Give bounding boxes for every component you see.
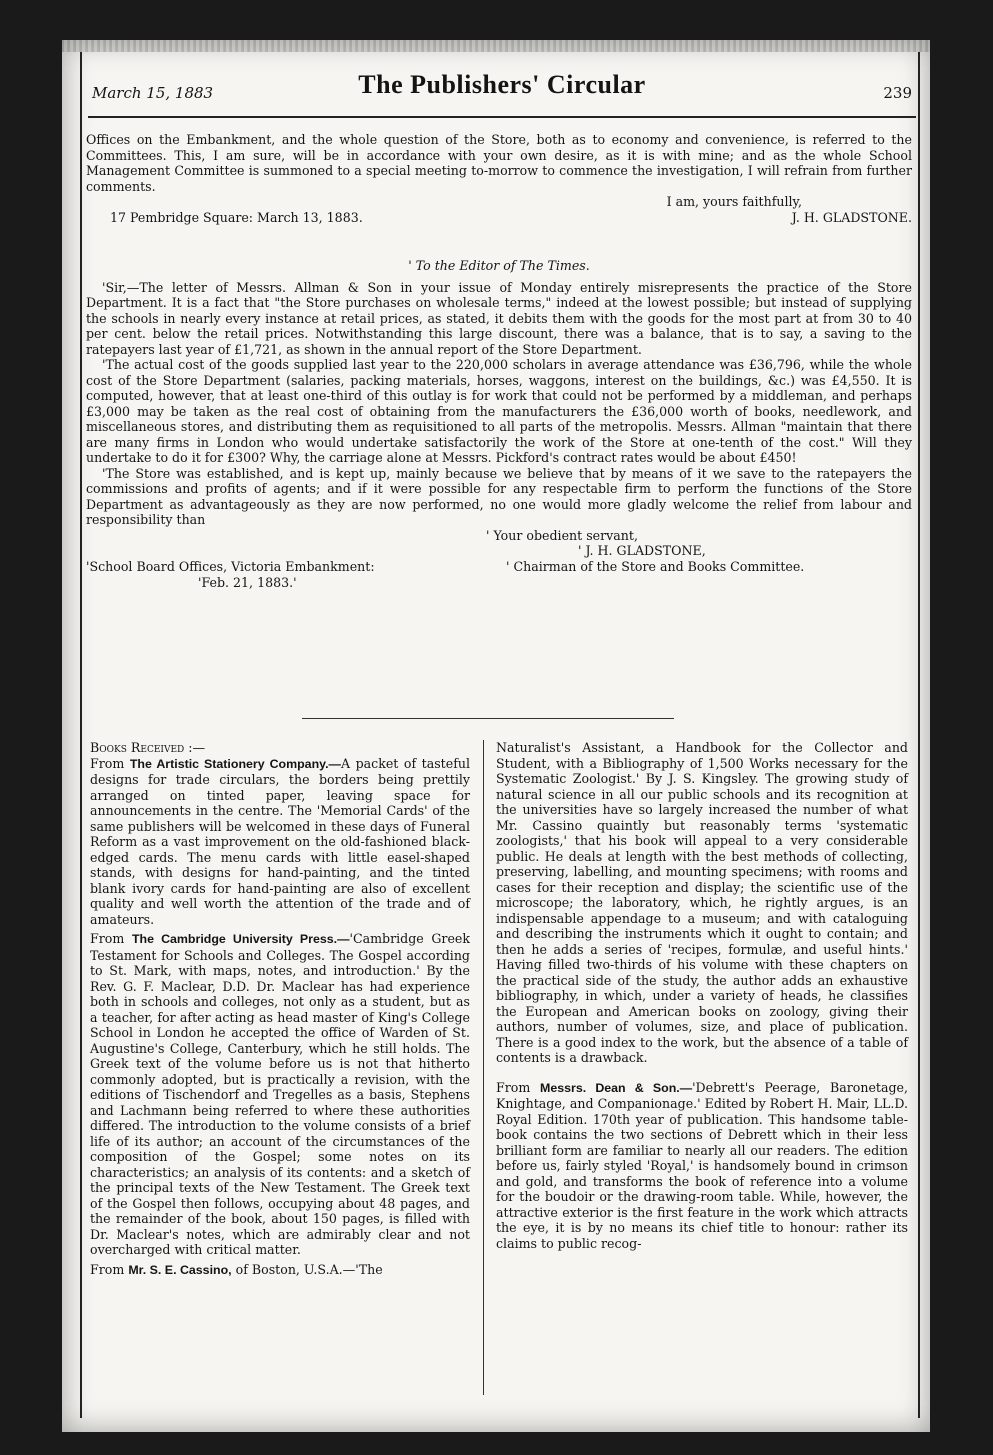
entry-from: From	[90, 1261, 125, 1277]
book-entry-dean	[496, 1080, 908, 1252]
newspaper-page	[62, 40, 930, 1432]
section-divider	[302, 718, 674, 719]
letter-two-heading: ' To the Editor of The Times.	[408, 258, 590, 273]
letter-two-title: ' Chairman of the Store and Books Committee.	[506, 558, 805, 574]
publisher-name: The Cambridge University Press.—	[131, 932, 350, 946]
letter-one	[86, 132, 912, 226]
entry-text: 'Debrett's Peerage, Baronetage, Knightage, and Companionage.' Edited by Robert H. Mair, LL.D. Royal Edition. 170th year of publication. This handsome table-book contains the two sections of Debrett which in their less brilliant form are familiar to nearly all our readers. The edition before us, fairly styled 'Royal,' is handsomely bound in crimson and gold, and transforms the book of reference into a volume for the boudoir or the drawing-room table. While, however, the attractive exterior is the first feature in the work which attracts the eye, it is by no means its chief title to honour: rather its claims to public recog-	[496, 1079, 908, 1251]
letter-two-office: 'School Board Offices, Victoria Embankment:	[86, 558, 375, 574]
entry-text: A packet of tasteful designs for trade circulars, the borders being prettily arranged on tinted paper, leaving space for announcements in the centre. The 'Memorial Cards' of the same publishers will be welcomed in these days of Funeral Reform as a vast improvement on the old-fashioned black-edged cards. The menu cards with little easel-shaped stands, with designs for hand-painting, and the tinted blank ivory cards for hand-painting are also of excellent quality and well worth the attention of the trade and of amateurs.	[90, 755, 470, 927]
page-number: 239	[883, 84, 912, 102]
book-entry-cassino-continued: Naturalist's Assistant, a Handbook for the Collector and Student, with a Bibliography of 1,500 Works necessary for the Systematic Zoologist.' By J. S. Kingsley. The growing study of natural science in all our public schools and its recognition at the universities have so largely increased the number of what Mr. Cassino quaintly but reasonably terms 'systematic zoologists,' that his book will appeal to a very considerable public. He deals at length with the best methods of collecting, preserving, labelling, and mounting specimens; with rooms and cases for their reception and display; the scientific use of the microscope; the laboratory, which, he rightly argues, is an indispensable appendage to a museum; and with cataloguing and describing the instruments which it ought to contain; and then he adds a series of 'recipes, formulæ, and useful hints.' Having filled two-thirds of his volume with these chapters on the practical side of the study, the author adds an exhaustive bibliography, in which, under a variety of heads, he classifies the European and American books on zoology, giving their authors, number of volumes, size, and place of publication. There is a good index to the work, but the absence of a table of contents is a drawback.	[496, 740, 908, 1065]
letter-two-paragraph-2: 'The actual cost of the goods supplied last year to the 220,000 scholars in average attendance was £36,796, while the whole cost of the Store Department (salaries, packing materials, horses, waggons, interest on the buildings, &c.) was £4,550. It is computed, however, that at least one-third of this outlay is for work that could not be performed by a middleman, and perhaps £3,000 may be taken as the real cost of obtaining from the manufacturers the £36,000 worth of books, needlework, and miscellaneous stores, and distributing them as requisitioned to all parts of the metropolis. Messrs. Allman "maintain that there are many firms in London who would undertake satisfactorily the work of the Store at one-tenth of the cost." Will they undertake to do it for £300? Why, the carriage alone at Messrs. Pickford's contract rates would be about £450!	[86, 357, 912, 465]
letter-one-address-row	[86, 210, 912, 226]
entry-from: From	[90, 931, 125, 946]
page-header	[88, 70, 916, 118]
letter-one-closing: I am, yours faithfully,	[666, 194, 802, 209]
header-date: March 15, 1883	[92, 84, 214, 102]
letter-two-office-row	[86, 559, 912, 575]
entry-text: of Boston, U.S.A.—'The	[235, 1261, 383, 1277]
column-divider	[483, 740, 484, 1395]
letter-one-address: 17 Pembridge Square: March 13, 1883.	[110, 209, 363, 225]
entry-text: 'Cambridge Greek Testament for Schools and Colleges. The Gospel according to St. Mark, with maps, notes, and introduction.' By the Rev. G. F. Maclear, D.D. Dr. Maclear has had experience both in schools and colleges, not only as a student, but as a teacher, for after acting as head master of King's College School in London he accepted the office of Warden of St. Augustine's College, Canterbury, which he still holds. The Greek text of the volume before us is not that hitherto commonly adopted, but is practically a revision, with the editions of Tischendorf and Tregelles as a basis, Stephens and Lachmann being referred to where these authorities differed. The introduction to the volume consists of a brief life of its author; an account of the circumstances of the composition of the Gospel; some notes on its characteristics; an analysis of its contents: and a sketch of the principal texts of the New Testament. The Greek text of the Gospel then follows, occupying about 48 pages, and the remainder of the book, about 150 pages, is filled with Dr. Maclear's notes, which are admirably clear and not overcharged with critical matter.	[90, 931, 470, 1257]
letter-two-paragraph-3: 'The Store was established, and is kept up, mainly because we believe that by means of it we save to the ratepayers the commissions and profits of agents; and if it were possible for any respectable firm to perform the functions of the Store Department as advantageously as they are now performed, no one would more gladly welcome the relief from labour and responsibility than	[86, 465, 912, 527]
publisher-name: Mr. S. E. Cassino,	[128, 1262, 232, 1277]
book-entry-artistic	[90, 756, 470, 928]
books-left-column	[90, 740, 470, 1278]
publisher-name: Messrs. Dean & Son.—	[540, 1080, 693, 1095]
entry-from: From	[496, 1079, 531, 1095]
letter-one-paragraph: Offices on the Embankment, and the whole question of the Store, both as to economy and convenience, is referred to the Committees. This, I am sure, will be in accordance with your own desire, as it is with mine; and as the whole School Management Committee is summoned to a special meeting to-morrow to commence the investigation, I will refrain from further comments.	[86, 132, 912, 194]
book-entry-cambridge	[90, 931, 470, 1258]
letter-two-closing: ' Your obedient servant,	[486, 527, 638, 543]
scan-noise	[62, 40, 930, 52]
letter-two	[86, 258, 912, 590]
publication-title: The Publishers' Circular	[358, 70, 646, 99]
letter-one-signature: J. H. GLADSTONE.	[791, 209, 912, 225]
publisher-name: The Artistic Stationery Company.—	[129, 756, 341, 771]
entry-from: From	[90, 755, 125, 771]
letter-two-paragraph-1: 'Sir,—The letter of Messrs. Allman & Son in your issue of Monday entirely misrepresents the practice of the Store Department. It is a fact that "the Store purchases on wholesale terms," indeed at the lowest possible; but instead of supplying the schools in nearly every instance at retail prices, as stated, it debits them with the goods for the most part at from 30 to 40 per cent. below the retail prices. Notwithstanding this large discount, there was a balance, that is to say, a saving to the ratepayers last year of £1,721, as shown in the annual report of the Store Department.	[86, 279, 912, 357]
book-entry-cassino	[90, 1262, 470, 1279]
books-heading: Books Received :—	[90, 740, 206, 755]
books-right-column	[496, 740, 908, 1251]
letter-two-signature: ' J. H. GLADSTONE,	[578, 543, 706, 558]
letter-two-date: 'Feb. 21, 1883.'	[198, 574, 297, 590]
